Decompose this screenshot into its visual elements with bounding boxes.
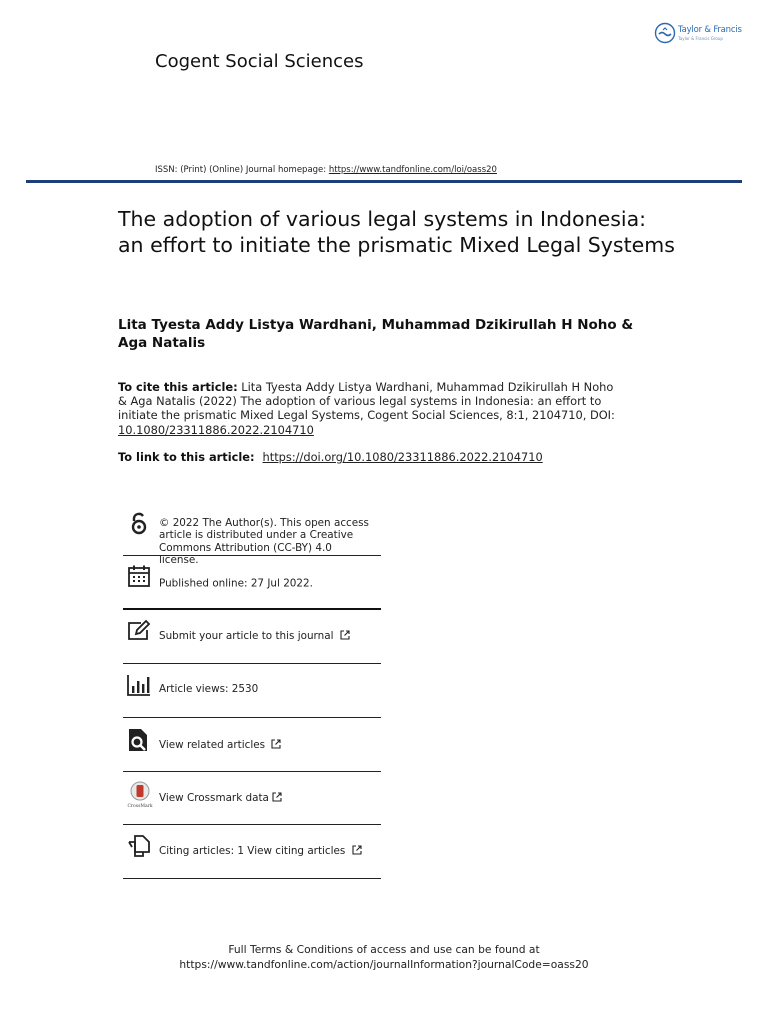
footer-terms-url[interactable]: https://www.tandfonline.com/action/journalInformation?journalCode=oass20 — [179, 958, 589, 971]
publisher-name: Taylor & Francis — [678, 25, 742, 35]
citing-articles-row[interactable] — [123, 825, 381, 879]
crossmark-label: View Crossmark data — [159, 792, 269, 804]
publisher-subtitle: Taylor & Francis Group — [678, 36, 723, 41]
article-views-row — [123, 664, 381, 718]
publisher-logo — [654, 22, 754, 46]
open-access-icon — [127, 511, 151, 535]
footer-terms-line: Full Terms & Conditions of access and use can be found at — [228, 943, 540, 956]
footer-terms — [0, 942, 768, 972]
journal-homepage-link[interactable]: https://www.tandfonline.com/loi/oass20 — [328, 165, 497, 175]
external-link-icon — [352, 845, 362, 855]
external-link-icon — [340, 630, 350, 640]
related-articles-row[interactable] — [123, 718, 381, 772]
published-text: Published online: 27 Jul 2022. — [159, 577, 313, 590]
article-link-row — [118, 450, 543, 464]
article-doi-link[interactable]: https://doi.org/10.1080/23311886.2022.2104710 — [262, 450, 543, 464]
article-title: The adoption of various legal systems in Indonesia: an effort to initiate the prismatic Mixed Legal Systems — [118, 207, 675, 257]
crossmark-row[interactable] — [123, 772, 381, 825]
journal-name: Cogent Social Sciences — [155, 51, 364, 72]
link-label: To link to this article: — [118, 450, 259, 464]
crossmark-logo-text: CrossMark — [127, 804, 153, 809]
crossmark-link[interactable] — [159, 792, 282, 804]
license-row — [123, 505, 381, 567]
article-views-text: Article views: 2530 — [159, 683, 259, 695]
citing-documents-icon — [127, 834, 151, 858]
related-search-icon — [127, 728, 151, 752]
calendar-icon — [127, 564, 151, 588]
external-link-icon — [271, 739, 281, 749]
bar-chart-icon — [127, 673, 151, 697]
citing-articles-link[interactable] — [159, 845, 362, 857]
header-rule — [26, 180, 742, 183]
submit-article-row[interactable] — [123, 610, 381, 664]
issn-text: ISSN: (Print) (Online) Journal homepage: — [155, 165, 329, 175]
published-row — [123, 556, 381, 610]
citation-text: Lita Tyesta Addy Listya Wardhani, Muhammad Dzikirullah H Noho & Aga Natalis (2022) The adoption of various legal systems in Indonesia: an effort to initiate the prismatic Mixed Legal Systems, Cogent Social Sciences, 8:1, 2104710, DOI: — [118, 380, 615, 423]
submit-article-label: Submit your article to this journal — [159, 630, 334, 642]
citing-articles-label: Citing articles: 1 View citing articles — [159, 845, 346, 857]
crossmark-icon — [127, 781, 153, 809]
article-info-box — [123, 505, 381, 879]
license-text: © 2022 The Author(s). This open access article is distributed under a Creative Commons Attribution (CC-BY) 4.0 license. — [159, 517, 369, 567]
external-link-icon — [272, 792, 282, 802]
related-articles-link[interactable] — [159, 739, 281, 751]
submit-article-link[interactable] — [159, 630, 350, 642]
citation-block — [118, 380, 618, 437]
edit-icon — [127, 619, 151, 643]
related-articles-label: View related articles — [159, 739, 266, 751]
citation-doi-link[interactable]: 10.1080/23311886.2022.2104710 — [118, 422, 314, 437]
publisher-logo-icon — [654, 22, 676, 44]
article-authors: Lita Tyesta Addy Listya Wardhani, Muhammad Dzikirullah H Noho & Aga Natalis — [118, 317, 634, 351]
citation-label: To cite this article: — [118, 380, 238, 394]
issn-line — [155, 165, 497, 175]
